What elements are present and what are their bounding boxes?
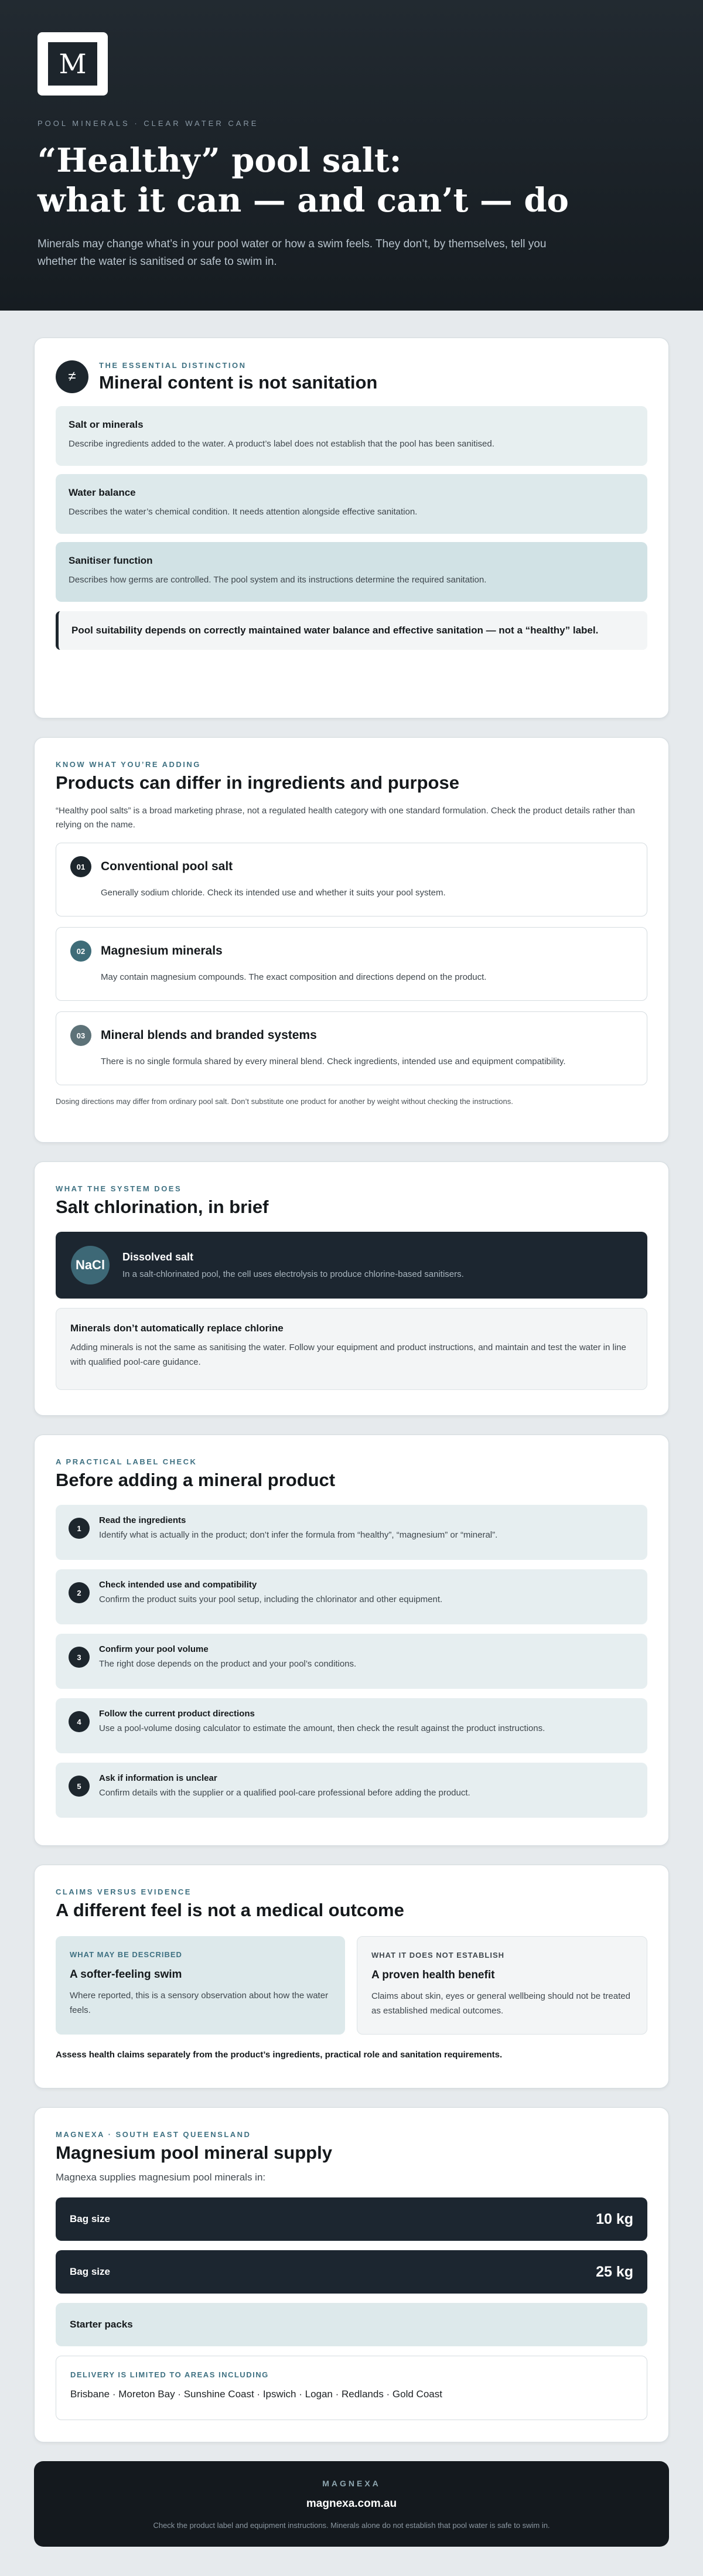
claim-tag: WHAT IT DOES NOT ESTABLISH [371, 1951, 505, 1960]
hero-title [37, 141, 623, 220]
claim-title: A softer-feeling swim [70, 1968, 182, 1981]
supply-row-label: Starter packs [70, 2319, 133, 2330]
step-text: Confirm details with the supplier or a qualified pool-care professional before adding the product. [99, 1788, 470, 1798]
not-equal-icon: ≠ [56, 360, 88, 393]
distinction-item-text: Describes how germs are controlled. The pool system and its instructions determine the required sanitation. [69, 575, 487, 585]
product-item-blends [56, 1011, 647, 1085]
check-step [56, 1763, 647, 1818]
check-step [56, 1634, 647, 1689]
dissolved-salt-title: Dissolved salt [122, 1251, 194, 1263]
distinction-card [34, 338, 669, 718]
section-title: Before adding a mineral product [56, 1470, 336, 1490]
section-title: Magnesium pool mineral supply [56, 2142, 332, 2163]
claims-note: Assess health claims separately from the product’s ingredients, practical role and sanitation requirements. [56, 2050, 503, 2060]
label-check-card [34, 1434, 669, 1846]
footer-site-link[interactable]: magnexa.com.au [306, 2497, 397, 2510]
distinction-item-salt [56, 406, 647, 466]
step-text: Use a pool-volume dosing calculator to estimate the amount, then check the result against the product instructions. [99, 1723, 545, 1733]
distinction-item-title: Salt or minerals [69, 419, 144, 430]
system-card [34, 1161, 669, 1416]
section-title: A different feel is not a medical outcome [56, 1900, 404, 1920]
section-title: Products can differ in ingredients and purpose [56, 772, 459, 793]
distinction-item-text: Describes the water’s chemical condition. It needs attention alongside effective sanitation. [69, 507, 418, 517]
product-number-badge: 03 [70, 1025, 91, 1046]
section-title: Salt chlorination, in brief [56, 1197, 269, 1217]
logo[interactable] [37, 32, 108, 96]
product-item-conventional [56, 843, 647, 916]
distinction-callout: Pool suitability depends on correctly maintained water balance and effective sanitation — not a “healthy” label. [56, 611, 647, 650]
check-step [56, 1569, 647, 1624]
footer-disclaimer: Check the product label and equipment instructions. Minerals alone do not establish that pool water is safe to swim in. [153, 2521, 550, 2530]
product-title: Magnesium minerals [101, 944, 223, 958]
distinction-header [56, 360, 647, 393]
distinction-item-title: Sanitiser function [69, 555, 153, 566]
footer-brand: MAGNEXA [322, 2479, 381, 2488]
claim-described [56, 1936, 345, 2035]
step-number-badge: 5 [69, 1776, 90, 1797]
footer [34, 2461, 669, 2547]
claims-compare [56, 1936, 647, 2035]
hero [0, 0, 703, 311]
product-text: May contain magnesium compounds. The exact composition and directions depend on the product. [101, 972, 487, 982]
nacl-icon: NaCl [71, 1246, 110, 1284]
hero-kicker: POOL MINERALS · CLEAR WATER CARE [37, 119, 259, 128]
minerals-note-text: Adding minerals is not the same as sanitising the water. Follow your equipment and product instructions, and maintain and test the water in line with qualified pool-care guidance. [70, 1342, 626, 1367]
product-number-badge: 01 [70, 856, 91, 877]
claims-card [34, 1865, 669, 2088]
step-text: Identify what is actually in the product; don’t infer the formula from “healthy”, “magnesium” or “mineral”. [99, 1530, 498, 1540]
supply-row-25kg [56, 2250, 647, 2294]
step-text: The right dose depends on the product and your pool’s conditions. [99, 1659, 357, 1669]
step-number-badge: 2 [69, 1582, 90, 1603]
step-number-badge: 3 [69, 1647, 90, 1668]
step-title: Confirm your pool volume [99, 1644, 209, 1654]
claim-text: Claims about skin, eyes or general wellbeing should not be treated as established medical outcomes. [371, 1991, 630, 2016]
step-title: Check intended use and compatibility [99, 1580, 257, 1590]
minerals-note-title: Minerals don’t automatically replace chlorine [70, 1323, 284, 1334]
step-number-badge: 1 [69, 1518, 90, 1539]
supply-card [34, 2107, 669, 2442]
check-step [56, 1698, 647, 1753]
products-note: Dosing directions may differ from ordinary pool salt. Don’t substitute one product for another by weight without checking the instructions. [56, 1097, 513, 1106]
supply-row-label: Bag size [70, 2266, 110, 2277]
supply-row-10kg [56, 2197, 647, 2241]
supply-row-value: 25 kg [596, 2263, 633, 2280]
product-title: Mineral blends and branded systems [101, 1028, 317, 1042]
logo-mark: M [48, 42, 97, 86]
dissolved-salt-text: In a salt-chlorinated pool, the cell uses electrolysis to produce chlorine-based sanitisers. [122, 1269, 464, 1279]
section-kicker: CLAIMS VERSUS EVIDENCE [56, 1887, 192, 1896]
product-item-magnesium [56, 927, 647, 1001]
claim-not-established [357, 1936, 647, 2035]
section-lead: “Healthy pool salts” is a broad marketing phrase, not a regulated health category with one standard formulation. Check the product details rather than relying on the name. [56, 806, 635, 830]
hero-title-line-2: what it can — and can’t — do [37, 181, 569, 220]
minerals-note-box [56, 1308, 647, 1390]
step-title: Follow the current product directions [99, 1709, 255, 1719]
products-card [34, 737, 669, 1143]
product-number-badge: 02 [70, 941, 91, 962]
distinction-item-sanitiser [56, 542, 647, 602]
supply-row-starter [56, 2303, 647, 2346]
claim-title: A proven health benefit [371, 1969, 495, 1981]
distinction-item-text: Describe ingredients added to the water. A product’s label does not establish that the pool has been sanitised. [69, 439, 494, 449]
supply-row-label: Bag size [70, 2213, 110, 2224]
product-text: There is no single formula shared by every mineral blend. Check ingredients, intended use and equipment compatibility. [101, 1057, 566, 1066]
step-number-badge: 4 [69, 1711, 90, 1732]
delivery-tag: DELIVERY IS LIMITED TO AREAS INCLUDING [70, 2370, 269, 2379]
claim-text: Where reported, this is a sensory observation about how the water feels. [70, 1991, 329, 2015]
hero-title-line-1: “Healthy” pool salt: [37, 141, 402, 180]
check-step [56, 1505, 647, 1560]
supply-lead: Magnexa supplies magnesium pool minerals in: [56, 2172, 266, 2183]
hero-subtitle: Minerals may change what’s in your pool water or how a swim feels. They don’t, by themselves, tell you whether the water is sanitised or safe to swim in. [37, 238, 547, 268]
step-title: Ask if information is unclear [99, 1773, 217, 1783]
section-kicker: MAGNEXA · SOUTH EAST QUEENSLAND [56, 2130, 251, 2139]
claim-tag: WHAT MAY BE DESCRIBED [70, 1950, 182, 1959]
section-kicker: WHAT THE SYSTEM DOES [56, 1184, 182, 1193]
distinction-item-title: Water balance [69, 487, 136, 498]
section-kicker: KNOW WHAT YOU’RE ADDING [56, 760, 201, 769]
dissolved-salt-box [56, 1232, 647, 1299]
delivery-areas: Brisbane · Moreton Bay · Sunshine Coast · Ipswich · Logan · Redlands · Gold Coast [70, 2388, 442, 2400]
distinction-item-balance [56, 474, 647, 534]
section-title: Mineral content is not sanitation [99, 372, 378, 393]
step-text: Confirm the product suits your pool setup, including the chlorinator and other equipment. [99, 1594, 443, 1604]
delivery-box [56, 2356, 647, 2420]
section-kicker: THE ESSENTIAL DISTINCTION [99, 360, 247, 370]
product-title: Conventional pool salt [101, 860, 233, 873]
section-kicker: A PRACTICAL LABEL CHECK [56, 1457, 197, 1466]
step-title: Read the ingredients [99, 1515, 186, 1525]
supply-row-value: 10 kg [596, 2210, 633, 2227]
product-text: Generally sodium chloride. Check its intended use and whether it suits your pool system. [101, 888, 446, 898]
